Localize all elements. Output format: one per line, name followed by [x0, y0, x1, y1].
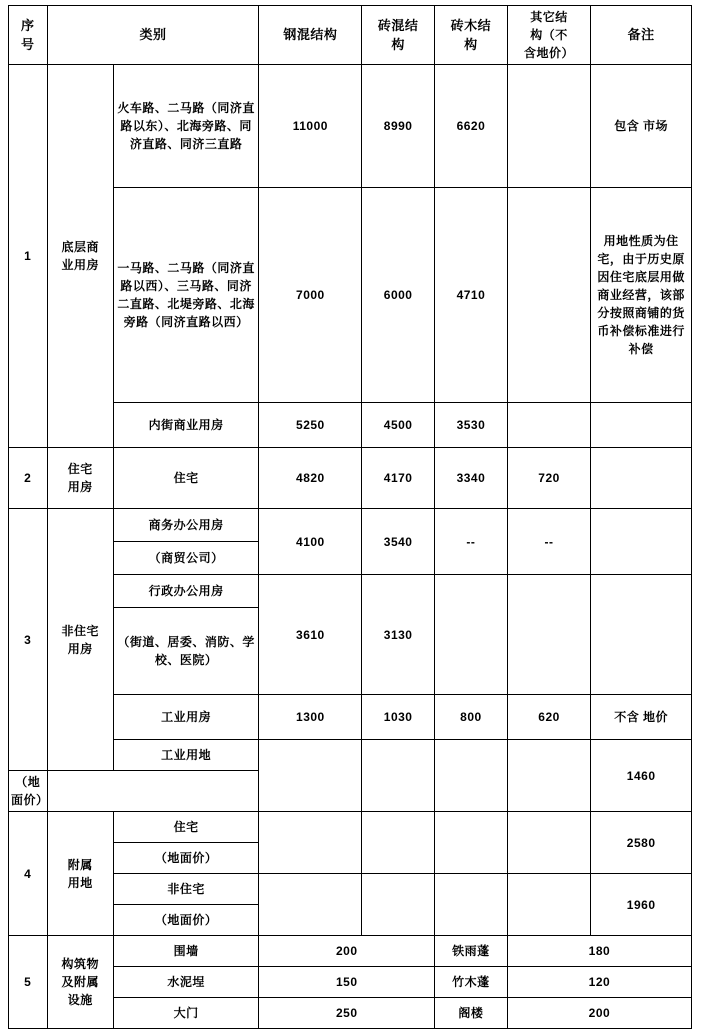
header-other — [507, 6, 590, 65]
value-brick-concrete: 4170 — [362, 448, 435, 509]
item-name: 大门 — [113, 998, 259, 1029]
value-concrete: 7000 — [259, 188, 362, 403]
row-group-label — [47, 448, 113, 509]
value-brick-wood — [435, 874, 508, 936]
value-other — [507, 740, 590, 812]
value-pair-a: 200 — [259, 936, 435, 967]
row-group-label-line1: 底层商 — [61, 240, 99, 254]
item-name: 商务办公用房 — [113, 509, 259, 542]
value-concrete: 1300 — [259, 695, 362, 740]
value-concrete — [259, 740, 362, 812]
value-brick-wood — [435, 812, 508, 874]
header-brick-concrete — [362, 6, 435, 65]
item-name-secondary: （商贸公司） — [113, 542, 259, 575]
row-seq: 3 — [9, 509, 48, 771]
value-other — [507, 65, 590, 188]
row-group-label-line3: 设施 — [67, 993, 93, 1007]
header-other-line3: 含地价） — [524, 46, 575, 60]
value-brick-concrete: 3130 — [362, 575, 435, 695]
header-other-line2: 构（不 — [530, 28, 568, 42]
value-other — [507, 575, 590, 695]
row-seq: 5 — [9, 936, 48, 1029]
value-concrete: 4820 — [259, 448, 362, 509]
value-pair-a: 250 — [259, 998, 435, 1029]
table-row — [9, 448, 692, 509]
item-name: 住宅 — [113, 812, 259, 843]
item-name: 一马路、二马路（同济直路以西）、三马路、同济二直路、北堤旁路、北海旁路（同济直路以西） — [113, 188, 259, 403]
header-seq — [9, 6, 48, 65]
row-seq: 4 — [9, 812, 48, 936]
value-brick-wood: 3340 — [435, 448, 508, 509]
value-brick-wood — [435, 740, 508, 812]
table-row — [9, 936, 692, 967]
value-remark — [591, 448, 692, 509]
value-concrete: 4100 — [259, 509, 362, 575]
row-group-label-line2: 业用房 — [61, 258, 99, 272]
value-brick-concrete: 3540 — [362, 509, 435, 575]
value-remark: 用地性质为住宅，由于历史原因住宅底层用做商业经营，该部分按照商铺的货币补偿标准进行补偿 — [591, 188, 692, 403]
value-brick-wood: 3530 — [435, 403, 508, 448]
header-brick-wood — [435, 6, 508, 65]
header-seq-line1: 序 — [21, 17, 35, 33]
value-brick-concrete: 1030 — [362, 695, 435, 740]
header-brick-wood-line1: 砖木结 — [450, 17, 492, 33]
row-seq: 2 — [9, 448, 48, 509]
value-other: 620 — [507, 695, 590, 740]
value-pair-b: 120 — [507, 967, 691, 998]
row-seq: 1 — [9, 65, 48, 448]
table-row — [9, 65, 692, 188]
row-group-label-line1: 住宅 — [67, 462, 93, 476]
value-brick-wood — [435, 575, 508, 695]
value-brick-wood: 4710 — [435, 188, 508, 403]
value-brick-concrete — [362, 740, 435, 812]
value-remark: 2580 — [591, 812, 692, 874]
value-brick-concrete — [362, 874, 435, 936]
value-remark — [591, 575, 692, 695]
value-other — [507, 874, 590, 936]
row-group-label-line1: 非住宅 — [61, 623, 99, 638]
row-group-label — [47, 936, 113, 1029]
document-page — [0, 5, 701, 1020]
value-pair-b: 180 — [507, 936, 691, 967]
value-brick-concrete: 8990 — [362, 65, 435, 188]
value-other — [507, 403, 590, 448]
value-brick-concrete: 4500 — [362, 403, 435, 448]
value-remark: 1960 — [591, 874, 692, 936]
value-concrete: 5250 — [259, 403, 362, 448]
value-remark — [591, 509, 692, 575]
header-concrete: 钢混结构 — [259, 6, 362, 65]
item-name: 非住宅 — [113, 874, 259, 905]
item-name: 内街商业用房 — [113, 403, 259, 448]
header-brick-concrete-line2: 构 — [391, 37, 405, 52]
row-group-label-line2: 用地 — [67, 875, 93, 890]
item-name-secondary: （地面价） — [113, 905, 259, 936]
value-brick-wood: -- — [435, 509, 508, 575]
row-group-label — [47, 65, 113, 448]
value-remark: 不含 地价 — [591, 695, 692, 740]
value-pair-a: 150 — [259, 967, 435, 998]
item-name-secondary: （地面价） — [9, 771, 48, 812]
header-other-line1: 其它结 — [530, 10, 568, 24]
item-name: 围墙 — [113, 936, 259, 967]
value-remark — [591, 403, 692, 448]
item-name-b: 竹木蓬 — [435, 967, 508, 998]
value-concrete — [259, 812, 362, 874]
value-remark: 1460 — [591, 740, 692, 812]
row-group-label-line1: 附属 — [67, 857, 93, 872]
table-header-row — [9, 6, 692, 65]
value-other — [507, 812, 590, 874]
table-row — [9, 812, 692, 843]
item-name: 水泥埕 — [113, 967, 259, 998]
value-other: -- — [507, 509, 590, 575]
value-remark: 包含 市场 — [591, 65, 692, 188]
item-name-b: 阁楼 — [435, 998, 508, 1029]
item-name: 工业用地 — [113, 740, 259, 771]
row-group-label — [47, 509, 113, 771]
value-other — [507, 188, 590, 403]
item-name: 工业用房 — [113, 695, 259, 740]
header-category: 类别 — [47, 6, 259, 65]
value-concrete: 11000 — [259, 65, 362, 188]
value-brick-wood: 800 — [435, 695, 508, 740]
item-name-secondary: （地面价） — [113, 843, 259, 874]
value-brick-concrete — [362, 812, 435, 874]
item-name-secondary: （街道、居委、消防、学校、医院） — [113, 608, 259, 695]
item-name: 行政办公用房 — [113, 575, 259, 608]
row-group-label-line1: 构筑物 — [61, 957, 99, 971]
row-group-label-line2: 用房 — [67, 641, 93, 656]
value-pair-b: 200 — [507, 998, 691, 1029]
value-brick-wood: 6620 — [435, 65, 508, 188]
row-group-label-line2: 及附属 — [61, 975, 99, 989]
item-name-b: 铁雨蓬 — [435, 936, 508, 967]
item-name: 住宅 — [113, 448, 259, 509]
header-brick-concrete-line1: 砖混结 — [377, 17, 419, 33]
compensation-table — [8, 5, 692, 1029]
item-name: 火车路、二马路（同济直路以东）、北海旁路、同济直路、同济三直路 — [113, 65, 259, 188]
header-remark: 备注 — [591, 6, 692, 65]
header-seq-line2: 号 — [21, 37, 35, 52]
value-concrete: 3610 — [259, 575, 362, 695]
table-row — [9, 509, 692, 542]
value-concrete — [259, 874, 362, 936]
row-group-label — [47, 812, 113, 936]
value-other: 720 — [507, 448, 590, 509]
value-brick-concrete: 6000 — [362, 188, 435, 403]
header-brick-wood-line2: 构 — [464, 37, 478, 52]
row-group-label-line2: 用房 — [67, 480, 93, 494]
